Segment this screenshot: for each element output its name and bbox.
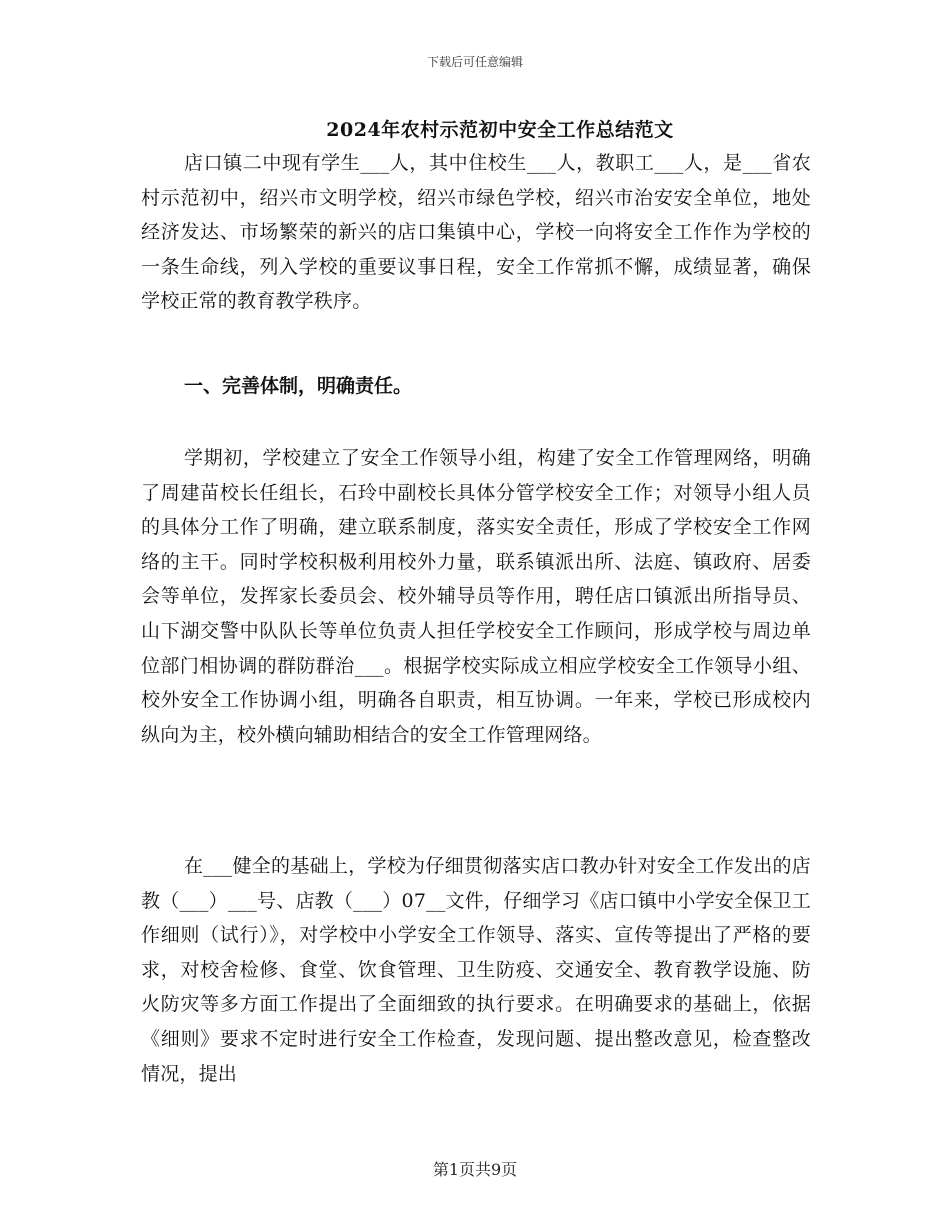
intro-paragraph: 店口镇二中现有学生___人，其中住校生___人，教职工___人，是___省农村示范初中，绍兴市文明学校，绍兴市绿色学校，绍兴市治安安全单位，地处经济发达、市场繁荣的新兴的店口集镇中心，学校一向将安全工作作为学校的一条生命线，列入学校的重要议事日程，安全工作常抓不懈，成绩显著，确保学校正常的教育教学秩序。 xyxy=(141,152,811,313)
body-paragraph-1: 学期初，学校建立了安全工作领导小组，构建了安全工作管理网络，明确了周建苗校长任组长，石玲中副校长具体分管学校安全工作；对领导小组人员的具体分工作了明确，建立联系制度，落实安全责任，形成了学校安全工作网络的主干。同时学校积极利用校外力量，联系镇派出所、法庭、镇政府、居委会等单位，发挥家长委员会、校外辅导员等作用，聘任店口镇派出所指导员、山下湖交警中队队长等单位负责人担任学校安全工作顾问，形成学校与周边单位部门相协调的群防群治___。根据学校实际成立相应学校安全工作领导小组、校外安全工作协调小组，明确各自职责，相互协调。一年来，学校已形成校内纵向为主，校外横向辅助相结合的安全工作管理网络。 xyxy=(141,447,811,746)
document-title: 2024年农村示范初中安全工作总结范文 xyxy=(326,119,674,141)
section-heading: 一、完善体制，明确责任。 xyxy=(184,375,413,397)
page-header: 下载后可任意编辑 xyxy=(426,55,523,69)
body-paragraph-2: 在___健全的基础上，学校为仔细贯彻落实店口教办针对安全工作发出的店教（___）___号、店教（___）07__文件，仔细学习《店口镇中小学安全保卫工作细则（试行）》，对学校中小学安全工作领导、落实、宣传等提出了严格的要求，对校舍检修、食堂、饮食管理、卫生防疫、交通安全、教育教学设施、防火防灾等多方面工作提出了全面细致的执行要求。在明确要求的基础上，依据《细则》要求不定时进行安全工作检查，发现问题、提出整改意见，检查整改情况，提出 xyxy=(141,855,811,1085)
page-footer: 第1页共9页 xyxy=(432,1160,518,1179)
